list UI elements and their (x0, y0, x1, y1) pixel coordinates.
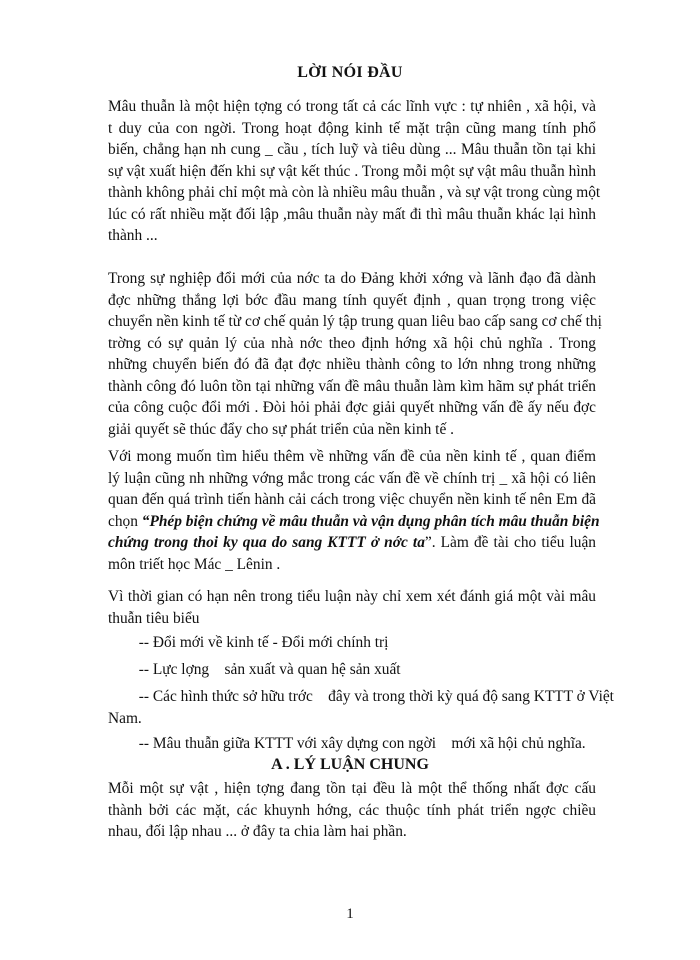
italic-topic-2: chứng trong thoi ky qua do sang KTTT ở nớc ta (108, 534, 425, 551)
page-number: 1 (346, 906, 354, 922)
text-line: sự vật xuất hiện đến khi sự vật kết thúc . Trong mỗi một sự vật mâu thuẫn hình (108, 162, 596, 180)
text-line: đợc những thắng lợi bớc đầu mang tính quyết định , quan trọng trong việc (108, 291, 596, 309)
text-line: quan đến quá trình tiến hành cải cách trong việc chuyển nền kinh tế nên Em đã (108, 491, 596, 508)
text-line: Nam. (108, 709, 142, 727)
text-line: giải quyết sẽ thúc đẩy cho sự phát triển của nền kinh tế . (108, 420, 454, 438)
text-line: nhau, đối lập nhau ... ở đây ta chia làm hai phần. (108, 823, 407, 840)
section-heading: A . LÝ LUẬN CHUNG (271, 756, 429, 773)
list-item: -- Lực lợng sản xuất và quan hệ sản xuất (108, 661, 401, 678)
text-line: thành bởi các mặt, các khuynh hớng, các thuộc tính phát triển ngợc chiều (108, 801, 596, 819)
text-line: Vì thời gian có hạn nên trong tiểu luận này chỉ xem xét đánh giá một vài mâu (108, 588, 596, 605)
list-item: -- Đổi mới về kinh tế - Đổi mới chính trị (108, 634, 389, 651)
page-title: LỜI NÓI ĐẦU (297, 64, 403, 81)
list-item: -- Mâu thuẫn giữa KTTT với xây dựng con ngời mới xã hội chủ nghĩa. (108, 735, 586, 752)
text-line: thành không phải chỉ một mà còn là nhiều mâu thuẫn , và sự vật trong cùng một (108, 184, 601, 201)
text-line: thành ... (108, 227, 158, 244)
italic-topic-1: “Phép biện chứng về mâu thuẫn và vận dụng phân tích mâu thuẫn biện (141, 512, 600, 530)
text-line: Với mong muốn tìm hiểu thêm về những vấn đề của nền kinh tế , quan điểm (108, 448, 596, 465)
paragraph-2 (108, 268, 602, 440)
text-line: chuyển nền kinh tế từ cơ chế quản lý tập trung quan liêu bao cấp sang cơ chế thị (108, 313, 602, 330)
text-line: thành công đó luôn tồn tại những vấn đề mâu thuẫn làm kìm hãm sự phát triển (108, 377, 596, 395)
text-line: lúc có rất nhiều mặt đối lập ,mâu thuẫn này mất đi thì mâu thuẫn khác lại hình (108, 205, 596, 223)
paragraph-3 (108, 446, 600, 575)
text-line: thuẫn tiêu biểu (108, 609, 200, 627)
text-tail: ”. Làm đề tài cho tiểu luận (424, 534, 596, 551)
text-line: biến, chẳng hạn nh cung _ cầu , tích luỹ và tiêu dùng ... Mâu thuẫn tồn tại khi (108, 141, 596, 158)
text-line: t duy của con ngời. Trong hoạt động kinh tế mặt trận cũng mang tính phổ (108, 119, 596, 137)
text-line: Mâu thuẫn là một hiện tợng có trong tất cả các lĩnh vực : tự nhiên , xã hội, và (108, 98, 596, 115)
text-line (108, 511, 600, 533)
text-line: lý luận cũng nh những vớng mắc trong các vấn đề về chính trị _ xã hội có liên (108, 469, 596, 487)
text-lead: chọn (108, 512, 142, 530)
text-line: môn triết học Mác _ Lênin . (108, 555, 281, 573)
paragraph-4 (108, 586, 596, 629)
text-line: Trong sự nghiệp đổi mới của nớc ta do Đảng khởi xớng và lãnh đạo đã dành (108, 270, 596, 287)
text-line: trờng có sự quản lý của nhà nớc theo định hớng xã hội chủ nghĩa . Trong (108, 334, 596, 352)
text-line: Mỗi một sự vật , hiện tợng đang tồn tại đều là một thể thống nhất đợc cấu (108, 780, 596, 797)
list-item (108, 686, 614, 729)
text-line: -- Các hình thức sở hữu trớc đây và trong thời kỳ quá độ sang KTTT ở Việt (108, 688, 614, 705)
text-line: những chuyển biến đó đã đạt đợc nhiều thành công to lớn nhng trong những (108, 356, 596, 373)
paragraph-1 (108, 96, 601, 247)
text-line: của công cuộc đổi mới . Đòi hỏi phải đợc giải quyết những vấn đề ấy nếu đợc (108, 399, 596, 416)
text-line (108, 532, 596, 554)
paragraph-5 (108, 778, 596, 843)
